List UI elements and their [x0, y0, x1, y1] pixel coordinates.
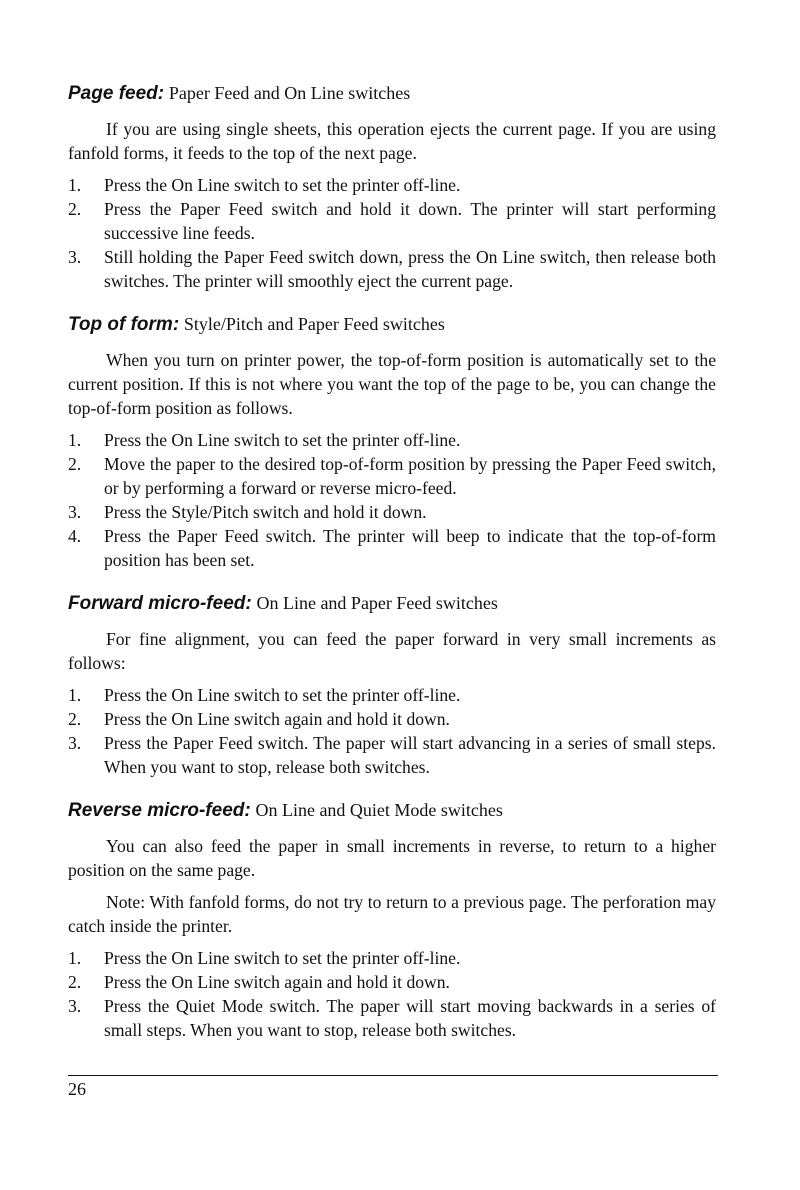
section-reverse-micro-feed — [68, 797, 716, 1042]
step-text: Press the Style/Pitch switch and hold it down. — [104, 502, 427, 522]
steps-list — [68, 173, 716, 293]
step-number: 3. — [68, 502, 82, 522]
step-item — [68, 524, 716, 572]
step-item — [68, 197, 716, 245]
step-item — [68, 428, 716, 452]
steps-list — [68, 946, 716, 1042]
section-forward-micro-feed — [68, 590, 716, 779]
step-number: 2. — [68, 972, 82, 992]
step-item — [68, 970, 716, 994]
step-text: Press the On Line switch to set the printer off-line. — [104, 948, 461, 968]
heading-keyword: Reverse micro-feed: — [68, 800, 251, 821]
step-text: Press the On Line switch to set the printer off-line. — [104, 175, 461, 195]
section-heading — [68, 590, 716, 617]
step-number: 1. — [68, 430, 82, 450]
step-number: 2. — [68, 199, 82, 219]
step-item — [68, 500, 716, 524]
heading-keyword: Page feed: — [68, 83, 165, 104]
heading-description: Style/Pitch and Paper Feed switches — [183, 314, 445, 334]
heading-keyword: Forward micro-feed: — [68, 593, 252, 614]
step-item — [68, 683, 716, 707]
footer-divider — [68, 1075, 718, 1076]
step-item — [68, 245, 716, 293]
paragraph: For fine alignment, you can feed the paper forward in very small increments as follows: — [68, 629, 716, 673]
paragraph: When you turn on printer power, the top-of-form position is automatically set to the current position. If this is not where you want the top of the page to be, you can change the top-of-form position as follows. — [68, 350, 716, 418]
step-text: Press the On Line switch again and hold it down. — [104, 709, 450, 729]
section-heading — [68, 80, 716, 107]
step-number: 2. — [68, 709, 82, 729]
heading-keyword: Top of form: — [68, 314, 180, 335]
step-text: Press the Paper Feed switch. The paper will start advancing in a series of small steps. When you want to stop, release both switches. — [104, 733, 716, 777]
step-number: 1. — [68, 175, 82, 195]
step-item — [68, 946, 716, 970]
step-text: Still holding the Paper Feed switch down, press the On Line switch, then release both switches. The printer will smoothly eject the current page. — [104, 247, 716, 291]
step-number: 3. — [68, 733, 82, 753]
step-item — [68, 731, 716, 779]
step-number: 3. — [68, 247, 82, 267]
step-item — [68, 994, 716, 1042]
step-number: 4. — [68, 526, 82, 546]
step-number: 1. — [68, 948, 82, 968]
step-text: Press the Paper Feed switch. The printer will beep to indicate that the top-of-form position has been set. — [104, 526, 716, 570]
section-heading — [68, 311, 716, 338]
step-item — [68, 707, 716, 731]
page-number: 26 — [68, 1079, 86, 1099]
step-number: 2. — [68, 454, 82, 474]
paragraph: You can also feed the paper in small increments in reverse, to return to a higher position on the same page. — [68, 836, 716, 880]
step-text: Press the On Line switch to set the printer off-line. — [104, 430, 461, 450]
section-heading — [68, 797, 716, 824]
step-text: Press the On Line switch to set the printer off-line. — [104, 685, 461, 705]
step-number: 3. — [68, 996, 82, 1016]
step-text: Press the Paper Feed switch and hold it down. The printer will start performing successive line feeds. — [104, 199, 716, 243]
step-text: Press the On Line switch again and hold it down. — [104, 972, 450, 992]
heading-description: Paper Feed and On Line switches — [168, 83, 411, 103]
step-text: Press the Quiet Mode switch. The paper will start moving backwards in a series of small steps. When you want to stop, release both switches. — [104, 996, 716, 1040]
steps-list — [68, 428, 716, 572]
note-paragraph: Note: With fanfold forms, do not try to return to a previous page. The perforation may catch inside the printer. — [68, 892, 716, 936]
heading-description: On Line and Paper Feed switches — [256, 593, 498, 613]
step-item — [68, 173, 716, 197]
step-text: Move the paper to the desired top-of-form position by pressing the Paper Feed switch, or by performing a forward or reverse micro-feed. — [104, 454, 716, 498]
steps-list — [68, 683, 716, 779]
step-item — [68, 452, 716, 500]
section-page-feed — [68, 80, 716, 293]
heading-description: On Line and Quiet Mode switches — [255, 800, 503, 820]
paragraph: If you are using single sheets, this operation ejects the current page. If you are using fanfold forms, it feeds to the top of the next page. — [68, 119, 716, 163]
step-number: 1. — [68, 685, 82, 705]
section-top-of-form — [68, 311, 716, 572]
